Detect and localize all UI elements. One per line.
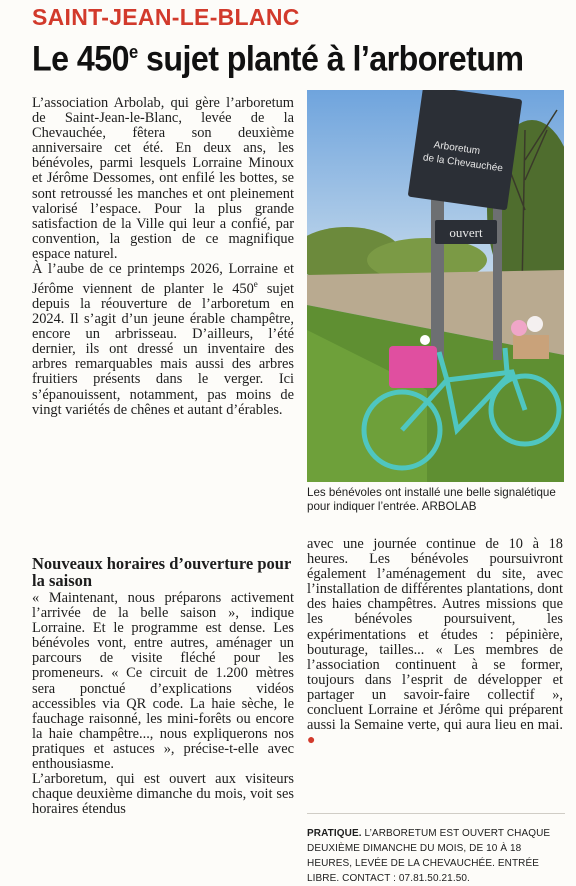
practical-text: L’ARBORETUM EST OUVERT CHAQUE DEUXIÈME DIMANCHE DU MOIS, DE 10 À 18 HEURES, LEVÉE DE LA CHEVAUCHÉE. ENTRÉE LIBRE. CONTACT : 07.81.50.21.50. (307, 828, 551, 884)
column-2 (307, 537, 563, 748)
photo-caption: Les bénévoles ont installé une belle signalétique pour indiquer l’entrée. ARBOLAB (307, 486, 556, 513)
section-kicker: SAINT-JEAN-LE-BLANC (32, 4, 300, 30)
paragraph-hours: L’arboretum, qui est ouvert aux visiteurs chaque deuxième dimanche du mois, voit ses horaires étendus (32, 771, 294, 818)
divider (307, 813, 565, 814)
signpost-bicycle-illustration (307, 90, 564, 482)
paragraph-conclusion: avec une journée continue de 10 à 18 heures. Les bénévoles poursuivront également l’aménagement du site, avec l’installation de différentes plantations, dont des haies champêtres. Autres missions que les bénévoles poursuivent, les expérimentations et études : pépinière, bouturage, tailles... « Les membres de l’association continuent à se former, toujours dans l’esprit de développer et partager un savoir-faire collectif », concluent Lorraine et Jérôme qui préparent aussi la Semaine verte, qui aura lieu en mai. ● (307, 536, 563, 749)
practical-label: PRATIQUE. (307, 828, 362, 839)
headline (32, 30, 524, 82)
headline-superscript: e (128, 42, 138, 62)
column-1-bottom (32, 555, 294, 817)
column-1-top (32, 96, 294, 418)
headline-text-before: Le 450 (32, 39, 129, 79)
sign-small-text: ouvert (449, 225, 483, 240)
paragraph-program: « Maintenant, nous préparons activement l’arrivée de la belle saison », indique Lorraine. Et le programme est dense. Les bénévoles vont, entre autres, aménager un parcours de visite fléché pour les promeneurs. « Ce circuit de 1.200 mètres sera ponctué d’explications vidéos accessibles via QR code. La haie sèche, le fauchage raisonné, les mini-forêts ou encore la haie champêtre..., nous expliquerons nos pratiques et astuces », précise-t-elle avec enthousiasme. (32, 590, 294, 773)
practical-info (307, 826, 565, 886)
section-subheading: Nouveaux horaires d’ouverture pour la saison (32, 554, 291, 590)
paragraph-intro: L’association Arbolab, qui gère l’arboretum de Saint-Jean-le-Blanc, levée de la Chevauchée, fêtera son deuxième anniversaire cet été. En deux ans, les bénévoles, parmi lesquels Lorraine Minoux et Jérôme Dessomes, ont enfilé les bottes, se sont retroussé les manches et ont pleinement valorisé l’espace. Pour la plus grande satisfaction de la Ville qui leur a confié, par convention, la gestion de ce magnifique espace naturel. (32, 95, 294, 262)
end-mark-icon: ● (307, 733, 316, 749)
article-photo (307, 90, 564, 482)
sign-text-line1: Arboretum (432, 139, 481, 158)
headline-text-after: sujet planté à l’arboretum (137, 39, 524, 79)
paragraph-450th: À l’aube de ce printemps 2026, Lorraine et Jérôme viennent de planter le 450e sujet depuis la réouverture de l’arboretum en 2024. Il s’agit d’un jeune érable champêtre, encore un arbrisseau. D’ailleurs, l’été dernier, ils ont dressé un inventaire des arbres remarquables mais aussi des arbres fruitiers présents dans le verger. Ici s’épanouissent, notamment, pas moins de vingt variétés de chênes et autant d’érables. (32, 261, 294, 418)
sign-text-line2: de la Chevauchée (422, 152, 504, 175)
basket-icon (389, 346, 437, 388)
